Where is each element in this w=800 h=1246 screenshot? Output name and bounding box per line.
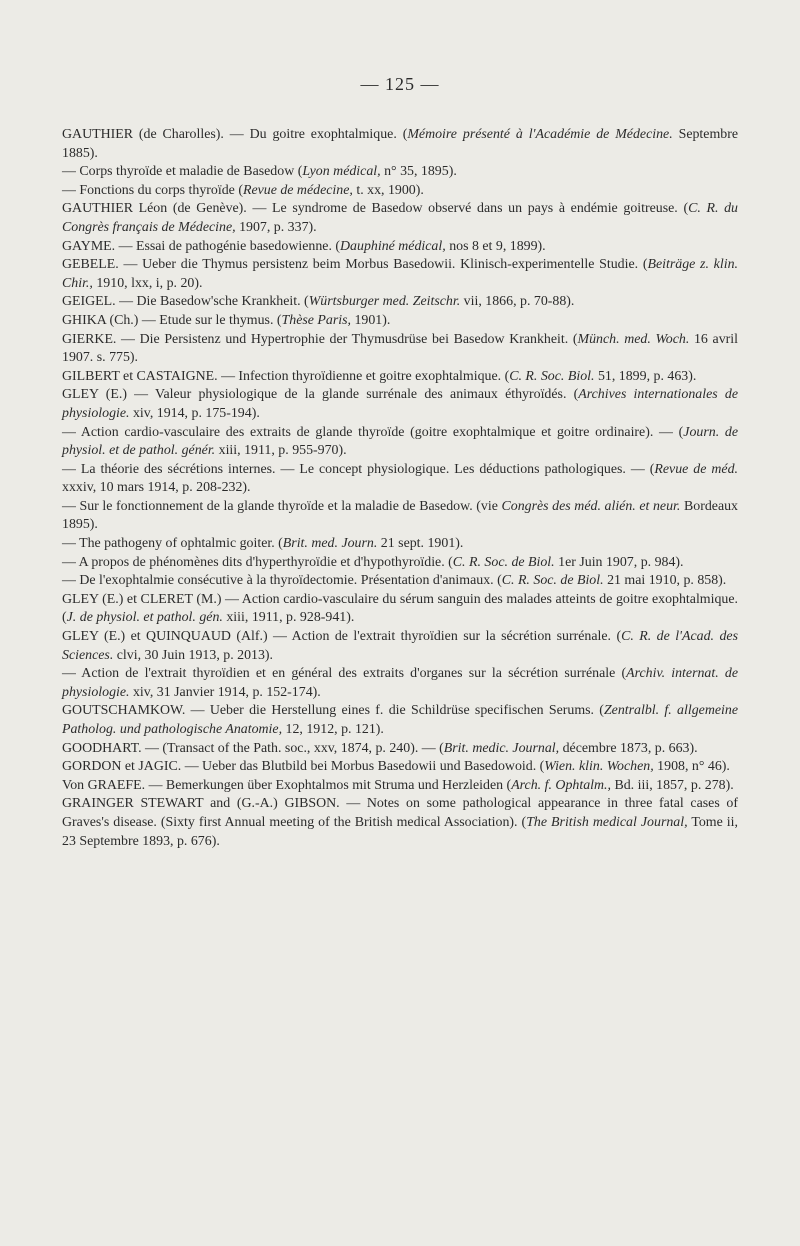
entry-reference: 12, 1912, p. 121). <box>282 722 384 737</box>
entry-reference: 16 avril 1907. s. 775). <box>62 331 738 366</box>
bibliography-list <box>62 126 738 851</box>
bibliography-entry <box>62 163 738 182</box>
entry-text: GOODHART. — (Transact of the Path. soc., xxv, 1874, p. 240). — ( <box>62 740 444 756</box>
entry-reference: t. xx, 1900). <box>352 182 424 198</box>
entry-text: GLEY (E.) et CLERET (M.) — Action cardio-vasculaire du sérum sanguin des malades atteints de goitre exophtalmique. ( <box>62 591 738 626</box>
bibliography-entry <box>62 256 738 293</box>
entry-text: GEBELE. — Ueber die Thymus persistenz beim Morbus Basedowii. Klinisch-experimentelle Studie. ( <box>62 257 648 273</box>
entry-source-title: C. R. du Congrès français de Médecine, <box>62 201 738 235</box>
bibliography-entry <box>62 554 738 573</box>
entry-source-title: C. R. Soc. Biol. <box>509 368 595 384</box>
entry-source-title: The British medical Journal, <box>526 814 688 830</box>
bibliography-entry <box>62 312 738 331</box>
entry-reference: xiii, 1911, p. 955-970). <box>215 443 347 459</box>
entry-text: — Action cardio-vasculaire des extraits de glande thyroïde (goitre exophtalmique et goitre ordinaire). — ( <box>62 424 684 440</box>
entry-source-title: Congrès des méd. alién. et neur. <box>501 498 681 514</box>
entry-source-title: Dauphiné médical, <box>340 238 446 254</box>
entry-reference: xxxiv, 10 mars 1914, p. 208-232). <box>62 480 251 496</box>
entry-text: — Fonctions du corps thyroïde ( <box>62 182 243 198</box>
entry-source-title: Journ. de physiol. et de pathol. génér. <box>62 424 738 459</box>
bibliography-entry <box>62 795 738 851</box>
entry-reference: 51, 1899, p. 463). <box>594 368 697 384</box>
bibliography-entry <box>62 702 738 739</box>
entry-reference: xiv, 31 Janvier 1914, p. 152-174). <box>129 684 321 700</box>
bibliography-entry <box>62 331 738 368</box>
entry-reference: xiii, 1911, p. 928-941). <box>222 610 355 626</box>
entry-text: — Action de l'extrait thyroïdien et en général des extraits d'organes sur la sécrétion surrénale ( <box>62 666 627 682</box>
bibliography-entry <box>62 591 738 628</box>
entry-source-title: Archives internationales de physiologie. <box>62 387 738 421</box>
entry-source-title: Mémoire présenté à l'Académie de Médecine. <box>407 127 673 142</box>
entry-text: — Sur le fonctionnement de la glande thyroïde et la maladie de Basedow. (vie <box>62 498 502 514</box>
entry-reference: 1er Juin 1907, p. 984). <box>554 554 684 570</box>
entry-text: — Corps thyroïde et maladie de Basedow ( <box>62 164 303 180</box>
entry-source-title: Arch. f. Ophtalm., <box>511 777 611 793</box>
entry-reference: 1910, lxx, i, p. 20). <box>92 275 203 291</box>
entry-reference: clvi, 30 Juin 1913, p. 2013). <box>113 647 274 663</box>
entry-text: — A propos de phénomènes dits d'hyperthyroïdie et d'hypothyroïdie. ( <box>62 554 453 570</box>
entry-source-title: Wien. klin. Wochen, <box>544 759 654 775</box>
bibliography-entry <box>62 200 738 237</box>
entry-text: GEIGEL. — Die Basedow'sche Krankheit. ( <box>62 294 309 310</box>
entry-reference: Bordeaux 1895). <box>62 498 738 533</box>
entry-reference: vii, 1866, p. 70-88). <box>460 294 575 310</box>
entry-reference: xiv, 1914, p. 175-194). <box>129 405 260 421</box>
entry-text: — The pathogeny of ophtalmic goiter. ( <box>62 536 283 552</box>
entry-text: GIERKE. — Die Persistenz und Hypertrophie der Thymusdrüse bei Basedow Krankheit. ( <box>62 331 578 347</box>
bibliography-entry <box>62 386 738 423</box>
entry-reference: Bd. iii, 1857, p. 278). <box>611 777 734 793</box>
entry-source-title: Lyon médical, <box>302 164 381 180</box>
bibliography-entry <box>62 238 738 257</box>
entry-reference: nos 8 et 9, 1899). <box>445 238 546 254</box>
entry-reference: n° 35, 1895). <box>380 164 457 180</box>
entry-reference: 1908, n° 46). <box>653 759 730 775</box>
entry-text: GLEY (E.) et QUINQUAUD (Alf.) — Action de l'extrait thyroïdien sur la sécrétion surrénale. ( <box>62 629 622 645</box>
bibliography-entry <box>62 126 738 163</box>
entry-reference: Septembre 1885). <box>62 127 738 161</box>
bibliography-entry <box>62 758 738 777</box>
entry-text: GAUTHIER (de Charolles). — Du goitre exophtalmique. ( <box>62 127 408 142</box>
entry-text: — De l'exophtalmie consécutive à la thyroïdectomie. Présentation d'animaux. ( <box>62 573 502 589</box>
entry-text: GORDON et JAGIC. — Ueber das Blutbild bei Morbus Basedowii und Basedowoid. ( <box>62 759 545 775</box>
bibliography-entry <box>62 777 738 796</box>
entry-reference: 1901). <box>351 312 391 328</box>
entry-source-title: Thèse Paris, <box>281 312 351 328</box>
entry-source-title: Archiv. internat. de physiologie. <box>62 666 738 700</box>
entry-source-title: C. R. Soc. de Biol. <box>501 573 604 589</box>
entry-source-title: C. R. de l'Acad. des Sciences. <box>62 629 738 663</box>
entry-text: GLEY (E.) — Valeur physiologique de la glande surrénale des animaux éthyroïdés. ( <box>62 387 579 403</box>
entry-reference: Tome ii, 23 Septembre 1893, p. 676). <box>62 814 738 849</box>
entry-text: GRAINGER STEWART and (G.-A.) GIBSON. — Notes on some pathological appearance in three fatal cases of Graves's disease. (Sixty first Annual meeting of the British medical Association). ( <box>62 796 738 830</box>
entry-text: GOUTSCHAMKOW. — Ueber die Herstellung eines f. die Schildrüse specifischen Serums. ( <box>62 703 604 719</box>
entry-source-title: Revue de méd. <box>654 461 738 477</box>
entry-text: GAUTHIER Léon (de Genève). — Le syndrome de Basedow observé dans un pays à endémie goitreuse. ( <box>62 201 689 217</box>
entry-text: GILBERT et CASTAIGNE. — Infection thyroïdienne et goitre exophtalmique. ( <box>62 368 510 384</box>
bibliography-entry <box>62 368 738 387</box>
bibliography-entry <box>62 498 738 535</box>
entry-source-title: Brit. medic. Journal, <box>443 740 560 756</box>
page-number: — 125 — <box>360 74 440 94</box>
entry-source-title: Revue de médecine, <box>242 182 353 198</box>
bibliography-entry <box>62 535 738 554</box>
entry-reference: 21 mai 1910, p. 858). <box>603 573 727 589</box>
entry-source-title: Beiträge z. klin. Chir., <box>62 257 738 291</box>
bibliography-entry <box>62 461 738 498</box>
bibliography-entry <box>62 182 738 201</box>
entry-source-title: J. de physiol. et pathol. gén. <box>66 610 223 626</box>
bibliography-entry <box>62 424 738 461</box>
entry-text: GAYME. — Essai de pathogénie basedowienne. ( <box>62 238 341 254</box>
entry-reference: 21 sept. 1901). <box>377 536 464 552</box>
entry-text: Von GRAEFE. — Bemerkungen über Exophtalmos mit Struma und Herzleiden ( <box>62 777 512 793</box>
entry-source-title: C. R. Soc. de Biol. <box>452 554 555 570</box>
bibliography-entry <box>62 740 738 759</box>
bibliography-entry <box>62 572 738 591</box>
entry-reference: décembre 1873, p. 663). <box>559 740 698 756</box>
bibliography-entry <box>62 628 738 665</box>
entry-source-title: Münch. med. Woch. <box>577 331 690 347</box>
bibliography-entry <box>62 665 738 702</box>
bibliography-entry <box>62 293 738 312</box>
entry-text: GHIKA (Ch.) — Etude sur le thymus. ( <box>62 312 282 328</box>
entry-source-title: Brit. med. Journ. <box>282 536 378 552</box>
entry-source-title: Würtsburger med. Zeitschr. <box>308 294 461 310</box>
entry-source-title: Zentralbl. f. allgemeine Patholog. und pathologische Anatomie, <box>62 703 738 737</box>
entry-reference: 1907, p. 337). <box>235 219 317 235</box>
entry-text: — La théorie des sécrétions internes. — Le concept physiologique. Les déductions pathologiques. — ( <box>62 461 655 477</box>
